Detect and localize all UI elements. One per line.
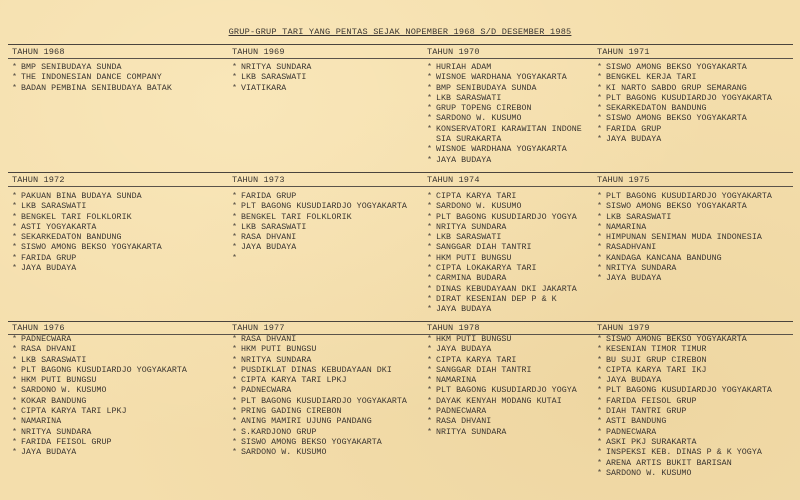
bullet-icon: * [427, 407, 433, 417]
list-item: * RASA DHVANI [232, 233, 297, 243]
bullet-icon: * [597, 458, 603, 468]
bullet-icon: * [427, 274, 433, 284]
bullet-icon: * [427, 124, 433, 134]
bullet-icon: * [427, 284, 433, 294]
list-item: * BMP SENIBUDAYA SUNDA [427, 83, 537, 93]
list-item: * CARMINA BUDARA [427, 274, 507, 284]
list-item: * KESENIAN TIMOR TIMUR [597, 345, 707, 355]
bullet-icon: * [232, 355, 238, 365]
list-item: * NAMARINA [597, 222, 647, 232]
rule-top-block-2 [8, 172, 793, 173]
bullet-icon: * [427, 376, 433, 386]
list-item: * NRITYA SUNDARA [427, 222, 507, 232]
bullet-icon: * [427, 294, 433, 304]
bullet-icon: * [427, 114, 433, 124]
bullet-icon: * [232, 192, 238, 201]
bullet-icon: * [232, 253, 238, 263]
list-item: * BADAN PEMBINA SENIBUDAYA BATAK [12, 83, 172, 93]
bullet-icon: * [12, 386, 18, 396]
bullet-icon: * [597, 114, 603, 124]
bullet-icon: * [12, 417, 18, 427]
bullet-icon: * [12, 335, 18, 344]
list-item: * NRITYA SUNDARA [12, 427, 92, 437]
group-list [427, 335, 577, 438]
list-item: * LKB SARASWATI [12, 355, 87, 365]
list-item: * DINAS KEBUDAYAAN DKI JAKARTA [427, 284, 577, 294]
bullet-icon: * [427, 253, 433, 263]
list-item: * LKB SARASWATI [232, 222, 307, 232]
bullet-icon: * [597, 202, 603, 212]
year-heading: TAHUN 1971 [597, 47, 650, 57]
list-item: * SEKARKEDATON BANDUNG [597, 104, 707, 114]
bullet-icon: * [12, 355, 18, 365]
bullet-icon: * [232, 202, 238, 212]
list-item: * CIPTA KARYA TARI IKJ [597, 365, 707, 375]
bullet-icon: * [597, 63, 603, 72]
group-list [12, 63, 172, 94]
list-item-empty [232, 254, 407, 264]
list-item: * CIPTA KARYA TARI [427, 355, 517, 365]
bullet-icon: * [597, 233, 603, 243]
year-column-1968 [12, 47, 172, 94]
bullet-icon: * [232, 396, 238, 406]
bullet-icon: * [12, 365, 18, 375]
group-list [597, 192, 772, 285]
list-item: * LKB SARASWATI [12, 202, 87, 212]
list-item: * PAKUAN BINA BUDAYA SUNDA [12, 192, 142, 201]
bullet-icon: * [12, 212, 18, 222]
list-item: * SARDONO W. KUSUMO [12, 386, 107, 396]
list-item: * SISWO AMONG BEKSO YOGYAKARTA [597, 202, 747, 212]
bullet-icon: * [427, 104, 433, 114]
list-item: * PLT BAGONG KUSUDIARDJO YOGYAKARTA [597, 386, 772, 396]
bullet-icon: * [597, 365, 603, 375]
list-item: * HKM PUTI BUNGSU [427, 253, 512, 263]
list-item: * VIATIKARA [232, 83, 287, 93]
list-item: * FARIDA GRUP [12, 253, 77, 263]
bullet-icon: * [427, 355, 433, 365]
list-item: * NRITYA SUNDARA [232, 63, 312, 72]
list-item: * PADNECWARA [597, 427, 657, 437]
list-item: * GRUP TOPENG CIREBON [427, 104, 532, 114]
group-list [232, 335, 407, 459]
list-item: * HKM PUTI BUNGSU [12, 376, 97, 386]
list-item: * CIPTA KARYA TARI [427, 192, 517, 201]
year-heading: TAHUN 1976 [12, 323, 65, 333]
list-item: * DAYAK KENYAH MODANG KUTAI [427, 396, 562, 406]
bullet-icon: * [597, 73, 603, 83]
list-item: * NRITYA SUNDARA [427, 427, 507, 437]
bullet-icon: * [12, 202, 18, 212]
bullet-icon: * [427, 202, 433, 212]
bullet-icon: * [12, 264, 18, 274]
list-item: * LKB SARASWATI [232, 73, 307, 83]
year-heading: TAHUN 1979 [597, 323, 650, 333]
group-list [597, 63, 772, 145]
bullet-icon: * [232, 243, 238, 253]
year-heading: TAHUN 1975 [597, 175, 650, 185]
year-column-1972 [12, 175, 162, 274]
year-heading: TAHUN 1977 [232, 323, 285, 333]
year-column-1971 [597, 47, 772, 145]
year-heading: TAHUN 1973 [232, 175, 285, 185]
list-item: * LKB SARASWATI [427, 93, 502, 103]
bullet-icon: * [427, 192, 433, 201]
list-item: * KOKAR BANDUNG [12, 396, 87, 406]
bullet-icon: * [597, 104, 603, 114]
bullet-icon: * [597, 124, 603, 134]
year-column-1975 [597, 175, 772, 285]
list-item: * ASKI PKJ SURAKARTA [597, 437, 697, 447]
list-item: * SANGGAR DIAH TANTRI [427, 365, 532, 375]
list-item: * S.KARDJONO GRUP [232, 427, 317, 437]
list-item: * RASA DHVANI [232, 335, 297, 344]
bullet-icon: * [597, 376, 603, 386]
bullet-icon: * [597, 427, 603, 437]
bullet-icon: * [427, 93, 433, 103]
year-column-1977 [232, 323, 407, 459]
list-item: * LKB SARASWATI [597, 212, 672, 222]
list-item: * NAMARINA [12, 417, 62, 427]
list-item: * SARDONO W. KUSUMO [427, 202, 522, 212]
bullet-icon: * [427, 155, 433, 165]
list-item: * SISWO AMONG BEKSO YOGYAKARTA [597, 63, 747, 72]
list-item: * JAYA BUDAYA [597, 135, 662, 145]
bullet-icon: * [597, 83, 603, 93]
list-item: * SARDONO W. KUSUMO [597, 468, 692, 478]
group-list [427, 192, 577, 316]
list-item: * JAYA BUDAYA [597, 274, 662, 284]
bullet-icon: * [12, 253, 18, 263]
bullet-icon: * [232, 212, 238, 222]
list-item: * KANDAGA KANCANA BANDUNG [597, 253, 722, 263]
list-item: * PLT BAGONG KUSUDIARDJO YOGYA [427, 212, 577, 222]
bullet-icon: * [597, 274, 603, 284]
year-column-1974 [427, 175, 577, 316]
bullet-icon: * [232, 222, 238, 232]
list-item: * JAYA BUDAYA [232, 243, 297, 253]
bullet-icon: * [597, 448, 603, 458]
list-item: * JAYA BUDAYA [427, 305, 492, 315]
bullet-icon: * [232, 335, 238, 344]
list-item: * BU SUJI GRUP CIREBON [597, 355, 707, 365]
year-heading: TAHUN 1978 [427, 323, 480, 333]
year-heading: TAHUN 1970 [427, 47, 480, 57]
list-item: * SARDONO W. KUSUMO [232, 448, 327, 458]
bullet-icon: * [232, 386, 238, 396]
bullet-icon: * [12, 73, 18, 83]
list-item: * PLT BAGONG KUSUDIARDJO YOGYAKARTA [232, 202, 407, 212]
list-item: * PLT BAGONG KUSUDIARDJO YOGYAKARTA [12, 365, 187, 375]
bullet-icon: * [427, 145, 433, 155]
bullet-icon: * [232, 73, 238, 83]
list-item: * FARIDA GRUP [232, 192, 297, 201]
year-column-1978 [427, 323, 577, 438]
list-item: * JAYA BUDAYA [12, 448, 77, 458]
list-item: * CIPTA LOKAKARYA TARI [427, 264, 537, 274]
list-item: * JAYA BUDAYA [12, 264, 77, 274]
bullet-icon: * [232, 376, 238, 386]
bullet-icon: * [597, 407, 603, 417]
bullet-icon: * [427, 264, 433, 274]
bullet-icon: * [427, 222, 433, 232]
bullet-icon: * [427, 345, 433, 355]
bullet-icon: * [12, 376, 18, 386]
year-column-1970 [427, 47, 582, 166]
list-item: * RASADHVANI [597, 243, 657, 253]
bullet-icon: * [597, 468, 603, 478]
list-item: * PADNECWARA [232, 386, 292, 396]
year-column-1979 [597, 323, 772, 479]
bullet-icon: * [597, 243, 603, 253]
list-item: * PLT BAGONG KUSUDIARDJO YOGYA [427, 386, 577, 396]
list-item: * PRING GADING CIREBON [232, 407, 342, 417]
list-item: * RASA DHVANI [12, 345, 77, 355]
bullet-icon: * [12, 448, 18, 458]
bullet-icon: * [597, 386, 603, 396]
list-item: * HIMPUNAN SENIMAN MUDA INDONESIA [597, 233, 762, 243]
bullet-icon: * [427, 305, 433, 315]
list-item: * PLT BAGONG KUSUDIARDJO YOGYAKARTA [232, 396, 407, 406]
bullet-icon: * [232, 437, 238, 447]
bullet-icon: * [427, 212, 433, 222]
list-item: * BENGKEL TARI FOLKLORIK [232, 212, 352, 222]
bullet-icon: * [12, 243, 18, 253]
bullet-icon: * [597, 212, 603, 222]
list-item: * ASTI YOGYAKARTA [12, 222, 97, 232]
bullet-icon: * [427, 396, 433, 406]
bullet-icon: * [597, 222, 603, 232]
list-item: * THE INDONESIAN DANCE COMPANY [12, 73, 162, 83]
list-item: * INSPEKSI KEB. DINAS P & K YOGYA [597, 448, 762, 458]
bullet-icon: * [12, 396, 18, 406]
rule-top-block-1 [8, 44, 793, 45]
bullet-icon: * [12, 233, 18, 243]
bullet-icon: * [232, 345, 238, 355]
bullet-icon: * [12, 192, 18, 201]
list-item: * WISNOE WARDHANA YOGYAKARTA [427, 73, 567, 83]
list-item: * FARIDA FEISOL GRUP [597, 396, 697, 406]
bullet-icon: * [427, 365, 433, 375]
bullet-icon: * [427, 83, 433, 93]
year-heading: TAHUN 1974 [427, 175, 480, 185]
list-item-continuation: SIA SURAKARTA [436, 135, 502, 145]
bullet-icon: * [597, 355, 603, 365]
list-item: * NRITYA SUNDARA [232, 355, 312, 365]
list-item: * PLT BAGONG KUSUDIARDJO YOGYAKARTA [597, 192, 772, 201]
list-item: * BMP SENIBUDAYA SUNDA [12, 63, 122, 72]
list-item: * FARIDA GRUP [597, 124, 662, 134]
list-item: * NRITYA SUNDARA [597, 264, 677, 274]
list-item: * PUSDIKLAT DINAS KEBUDAYAAN DKI [232, 365, 392, 375]
bullet-icon: * [427, 427, 433, 437]
bullet-icon: * [232, 448, 238, 458]
list-item: * WISNOE WARDHANA YOGYAKARTA [427, 145, 567, 155]
list-item: * ARENA ARTIS BUKIT BARISAN [597, 458, 732, 468]
bullet-icon: * [427, 73, 433, 83]
bullet-icon: * [232, 427, 238, 437]
list-item: * ANING MAMIRI UJUNG PANDANG [232, 417, 372, 427]
bullet-icon: * [597, 135, 603, 145]
group-list [232, 192, 407, 264]
year-heading: TAHUN 1969 [232, 47, 285, 57]
bullet-icon: * [232, 407, 238, 417]
list-item: * DIAH TANTRI GRUP [597, 407, 687, 417]
bullet-icon: * [427, 386, 433, 396]
list-item: * CIPTA KARYA TARI LPKJ [12, 407, 127, 417]
list-item: * RASA DHVANI [427, 417, 492, 427]
list-item: * ASTI BANDUNG [597, 417, 667, 427]
bullet-icon: * [12, 407, 18, 417]
list-item: * PLT BAGONG KUSUDIARDJO YOGYAKARTA [597, 93, 772, 103]
list-item: * KONSERVATORI KARAWITAN INDONE [427, 124, 582, 134]
bullet-icon: * [232, 63, 238, 72]
bullet-icon: * [597, 192, 603, 201]
bullet-icon: * [597, 93, 603, 103]
bullet-icon: * [597, 264, 603, 274]
group-list [427, 63, 582, 166]
year-column-1969 [232, 47, 311, 94]
year-column-1976 [12, 323, 187, 459]
bullet-icon: * [12, 427, 18, 437]
bullet-icon: * [597, 396, 603, 406]
list-item: * CIPTA KARYA TARI LPKJ [232, 376, 347, 386]
list-item: * SANGGAR DIAH TANTRI [427, 243, 532, 253]
year-heading: TAHUN 1972 [12, 175, 65, 185]
bullet-icon: * [427, 63, 433, 72]
bullet-icon: * [232, 233, 238, 243]
list-item: * SEKARKEDATON BANDUNG [12, 233, 122, 243]
bullet-icon: * [232, 83, 238, 93]
document-title: GRUP-GRUP TARI YANG PENTAS SEJAK NOPEMBER 1968 S/D DESEMBER 1985 [228, 27, 572, 37]
list-item: * DIRAT KESENIAN DEP P & K [427, 294, 557, 304]
list-item: * SISWO AMONG BEKSO YOGYAKARTA [597, 114, 747, 124]
list-item: * BENGKEL TARI FOLKLORIK [12, 212, 132, 222]
list-item: * HURIAH ADAM [427, 63, 492, 72]
list-item: * BENGKEL KERJA TARI [597, 73, 697, 83]
list-item: * LKB SARASWATI [427, 233, 502, 243]
list-item: * SISWO AMONG BEKSO YOGYAKARTA [597, 335, 747, 344]
rule-top-block-3 [8, 321, 793, 322]
list-item: * SARDONO W. KUSUMO [427, 114, 522, 124]
bullet-icon: * [12, 222, 18, 232]
bullet-icon: * [12, 83, 18, 93]
bullet-icon: * [12, 437, 18, 447]
list-item: * SISWO AMONG BEKSO YOGYAKARTA [12, 243, 162, 253]
list-item: * JAYA BUDAYA [427, 155, 492, 165]
list-item: * JAYA BUDAYA [597, 376, 662, 386]
bullet-icon: * [427, 417, 433, 427]
group-list [232, 63, 311, 94]
list-item: * JAYA BUDAYA [427, 345, 492, 355]
bullet-icon: * [12, 345, 18, 355]
bullet-icon: * [597, 437, 603, 447]
list-item: * HKM PUTI BUNGSU [232, 345, 317, 355]
list-item: * PADNECWARA [12, 335, 72, 344]
bullet-icon: * [597, 253, 603, 263]
group-list [12, 192, 162, 274]
bullet-icon: * [427, 335, 433, 344]
bullet-icon: * [427, 243, 433, 253]
list-item: * FARIDA FEISOL GRUP [12, 437, 112, 447]
bullet-icon: * [597, 345, 603, 355]
year-column-1973 [232, 175, 407, 264]
group-list [12, 335, 187, 459]
year-heading: TAHUN 1968 [12, 47, 65, 57]
bullet-icon: * [232, 365, 238, 375]
group-list [597, 335, 772, 479]
bullet-icon: * [12, 63, 18, 72]
list-item: * PADNECWARA [427, 407, 487, 417]
list-item: * KI NARTO SABDO GRUP SEMARANG [597, 83, 747, 93]
list-item: * NAMARINA [427, 376, 477, 386]
list-item: * SISWO AMONG BEKSO YOGYAKARTA [232, 437, 382, 447]
bullet-icon: * [597, 417, 603, 427]
list-item: * HKM PUTI BUNGSU [427, 335, 512, 344]
bullet-icon: * [427, 233, 433, 243]
bullet-icon: * [597, 335, 603, 344]
bullet-icon: * [232, 417, 238, 427]
